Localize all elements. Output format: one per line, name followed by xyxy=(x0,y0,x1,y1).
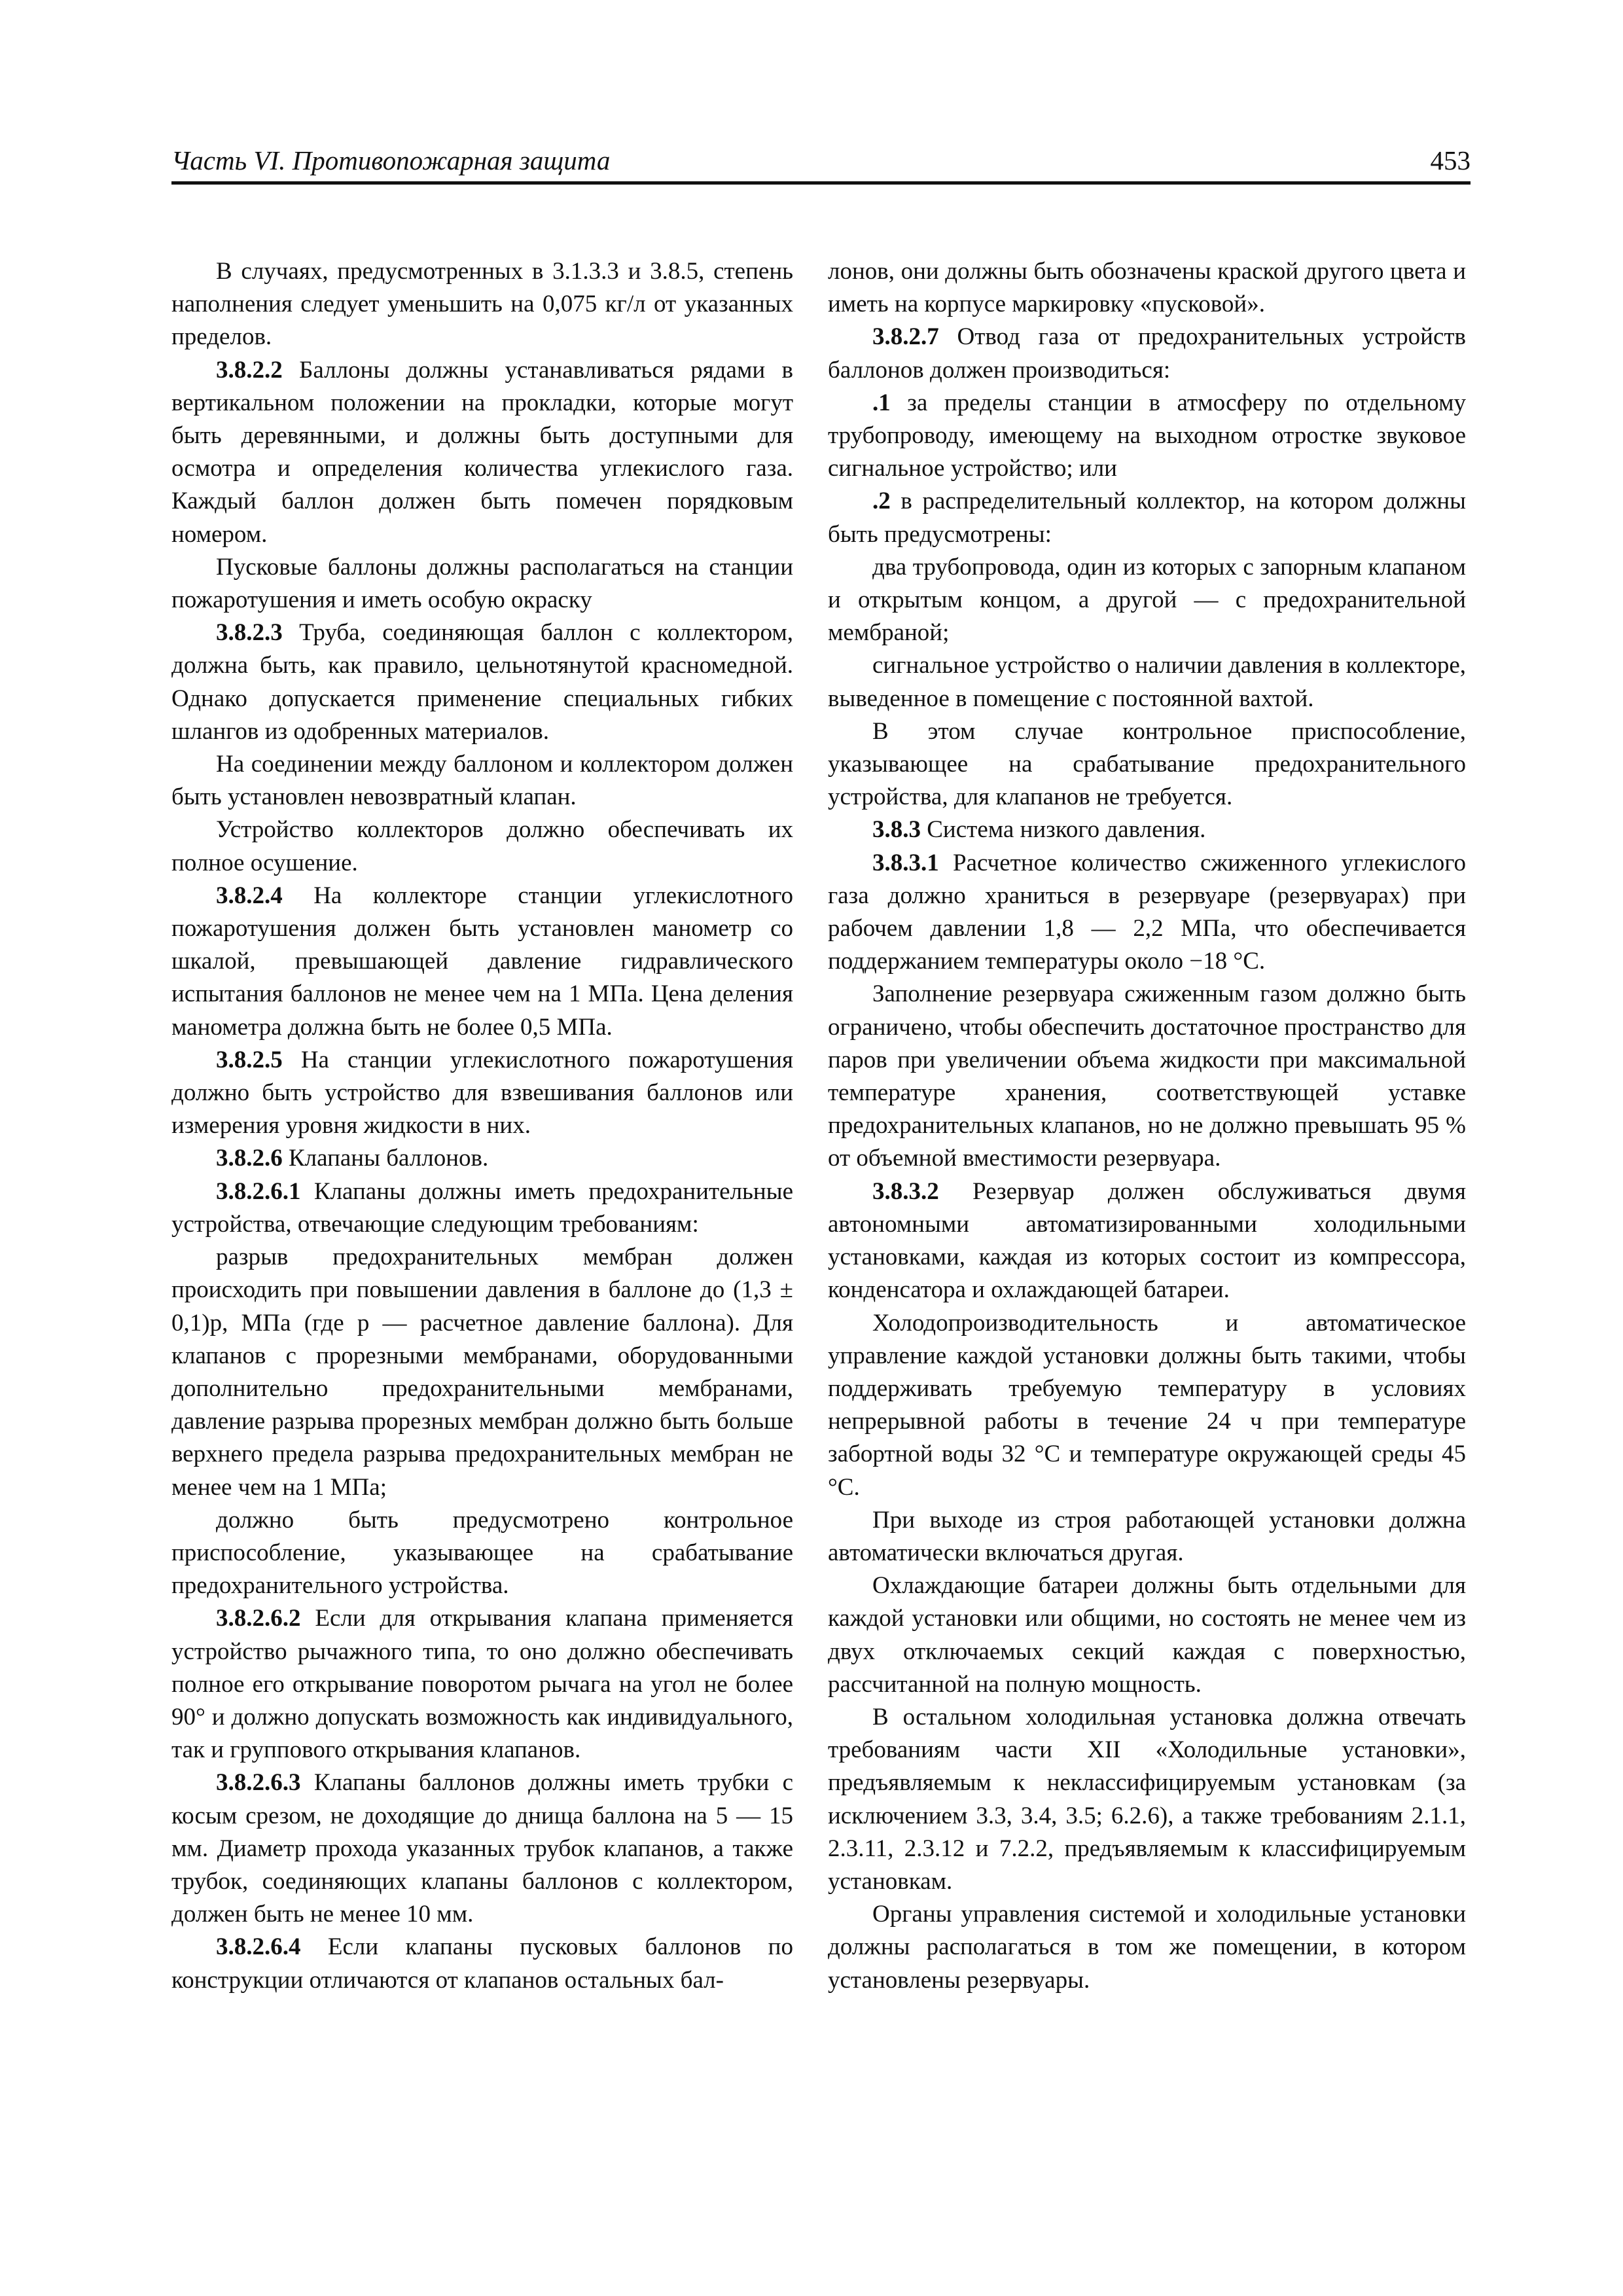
paragraph xyxy=(828,551,1466,650)
paragraph xyxy=(171,1142,793,1175)
paragraph xyxy=(171,1044,793,1143)
clause-number: 3.8.2.6.2 xyxy=(216,1605,301,1632)
clause-number: 3.8.3 xyxy=(872,816,921,844)
clause-number: 3.8.2.5 xyxy=(216,1046,283,1073)
paragraph xyxy=(828,1307,1466,1504)
paragraph xyxy=(828,255,1466,321)
paragraph-text: лонов, они должны быть обозначены краской другого цвета и иметь на корпусе маркировку «пусковой». xyxy=(828,258,1466,318)
clause-number: 3.8.2.3 xyxy=(216,619,283,647)
paragraph-text: Система низкого давления. xyxy=(921,816,1206,844)
paragraph xyxy=(171,354,793,551)
paragraph xyxy=(828,1898,1466,1997)
paragraph xyxy=(171,748,793,814)
paragraph-text: На коллекторе станции углекислотного пожаротушения должен быть установлен манометр со шкалой, превышающей давление гидравлического испытания баллонов не менее чем на 1 МПа. Цена деления манометра должна быть не более 0,5 МПа. xyxy=(171,882,793,1041)
paragraph-text: Клапаны баллонов. xyxy=(282,1145,489,1172)
paragraph xyxy=(828,321,1466,386)
clause-number: 3.8.2.6.1 xyxy=(216,1177,301,1205)
paragraph-text: Расчетное количество сжиженного углекислого газа должно храниться в резервуаре (резервуарах) при рабочем давлении 1,8 — 2,2 МПа, что обеспечивается поддержанием температуры около −18 °С. xyxy=(828,849,1466,975)
clause-number: 3.8.2.6.3 xyxy=(216,1769,301,1797)
paragraph-text: Устройство коллекторов должно обеспечивать их полное осушение. xyxy=(171,816,793,876)
paragraph xyxy=(828,1504,1466,1570)
paragraph-text: за пределы станции в атмосферу по отдельному трубопроводу, имеющему на выходном отростке звуковое сигнальное устройство; или xyxy=(828,389,1466,482)
paragraph xyxy=(828,1175,1466,1307)
paragraph xyxy=(171,880,793,1044)
paragraph xyxy=(828,485,1466,550)
clause-number: 3.8.2.6.4 xyxy=(216,1933,301,1961)
paragraph xyxy=(828,1701,1466,1898)
paragraph-text: Резервуар должен обслуживаться двумя автономными автоматизированными холодильными установками, каждая из которых состоит из компрессора, конденсатора и охлаждающей батареи. xyxy=(828,1177,1466,1304)
paragraph-text: Пусковые баллоны должны располагаться на станции пожаротушения и иметь особую окраску xyxy=(171,553,793,614)
paragraph-text: Баллоны должны устанавливаться рядами в вертикальном положении на прокладки, которые могут быть деревянными, и должны быть доступными для осмотра и определения количества углекислого газа. Каждый баллон должен быть помечен порядковым номером. xyxy=(171,356,793,548)
paragraph xyxy=(171,1931,793,1996)
paragraph xyxy=(828,847,1466,978)
right-column xyxy=(828,255,1466,1997)
paragraph-text: в распределительный коллектор, на котором должны быть предусмотрены: xyxy=(828,488,1466,548)
paragraph-text: В остальном холодильная установка должна отвечать требованиям части XII «Холодильные установки», предъявляемым к неклассифицируемым установкам (за исключением 3.3, 3.4, 3.5; 6.2.6), а также требованиям 2.1.1, 2.3.11, 2.3.12 и 7.2.2, предъявляемым к классифицируемым установкам. xyxy=(828,1703,1466,1895)
paragraph xyxy=(828,387,1466,486)
paragraph xyxy=(171,1602,793,1767)
paragraph xyxy=(171,814,793,879)
paragraph xyxy=(171,1504,793,1603)
paragraph-text: Труба, соединяющая баллон с коллектором, должна быть, как правило, цельнотянутой красномедной. Однако допускается применение специальных гибких шлангов из одобренных материалов. xyxy=(171,619,793,745)
paragraph-text: должно быть предусмотрено контрольное приспособление, указывающее на срабатывание предохранительного устройства. xyxy=(171,1506,793,1600)
paragraph xyxy=(828,978,1466,1175)
clause-number: .2 xyxy=(872,488,891,515)
paragraph xyxy=(828,1570,1466,1701)
clause-number: 3.8.2.2 xyxy=(216,356,283,384)
clause-number: 3.8.3.2 xyxy=(872,1177,939,1205)
clause-number: 3.8.2.6 xyxy=(216,1145,283,1172)
paragraph-text: В случаях, предусмотренных в 3.1.3.3 и 3.8.5, степень наполнения следует уменьшить на 0,075 кг/л от указанных пределов. xyxy=(171,258,793,351)
paragraph-text: На соединении между баллоном и коллектором должен быть установлен невозвратный клапан. xyxy=(171,751,793,811)
page-number: 453 xyxy=(1430,145,1471,175)
paragraph-text: Охлаждающие батареи должны быть отдельными для каждой установки или общими, но состоять не менее чем из двух отключаемых секций каждая с поверхностью, рассчитанной на полную мощность. xyxy=(828,1572,1466,1698)
clause-number: 3.8.2.4 xyxy=(216,882,283,909)
paragraph-text: Заполнение резервуара сжиженным газом должно быть ограничено, чтобы обеспечить достаточное пространство для паров при увеличении объема жидкости при максимальной температуре хранения, соответствующей уставке предохранительных клапанов, но не должно превышать 95 % от объемной вместимости резервуара. xyxy=(828,980,1466,1172)
paragraph-text: Холодопроизводительность и автоматическое управление каждой установки должны быть такими, чтобы поддерживать требуемую температуру в условиях непрерывной работы в течение 24 ч при температуре забортной воды 32 °С и температуре окружающей среды 45 °С. xyxy=(828,1309,1466,1501)
clause-number: .1 xyxy=(872,389,891,416)
paragraph-text: В этом случае контрольное приспособление, указывающее на срабатывание предохранительного устройства, для клапанов не требуется. xyxy=(828,717,1466,811)
paragraph xyxy=(171,551,793,617)
clause-number: 3.8.2.7 xyxy=(872,323,939,351)
paragraph xyxy=(171,255,793,354)
paragraph xyxy=(171,617,793,748)
paragraph xyxy=(828,649,1466,715)
running-header xyxy=(171,141,1471,185)
paragraph-text: При выходе из строя работающей установки должна автоматически включаться другая. xyxy=(828,1506,1466,1566)
paragraph xyxy=(171,1767,793,1931)
clause-number: 3.8.3.1 xyxy=(872,849,939,876)
paragraph-text: На станции углекислотного пожаротушения должно быть устройство для взвешивания баллонов или измерения уровня жидкости в них. xyxy=(171,1046,793,1139)
paragraph-text: Отвод газа от предохранительных устройств баллонов должен производиться: xyxy=(828,323,1466,384)
paragraph-text: разрыв предохранительных мембран должен происходить при повышении давления в баллоне до (1,3 ± 0,1)p, МПа (где p — расчетное давление баллона). Для клапанов с прорезными мембранами, оборудованными дополнительно предохранительными мембранами, давление разрыва прорезных мембран должно быть больше верхнего предела разрыва предохранительных мембран не менее чем на 1 МПа; xyxy=(171,1244,793,1501)
paragraph-text: Если для открывания клапана применяется устройство рычажного типа, то оно должно обеспечивать полное его открывание поворотом рычага на угол не более 90° и должно допускать возможность как индивидуального, так и группового открывания клапанов. xyxy=(171,1605,793,1764)
paragraph-text: сигнальное устройство о наличии давления в коллекторе, выведенное в помещение с постоянной вахтой. xyxy=(828,652,1466,712)
paragraph-text: Если клапаны пусковых баллонов по конструкции отличаются от клапанов остальных бал- xyxy=(171,1933,793,1994)
left-column xyxy=(171,255,793,1997)
paragraph-text: два трубопровода, один из которых с запорным клапаном и открытым концом, а другой — с предохранительной мембраной; xyxy=(828,553,1466,647)
paragraph-text: Органы управления системой и холодильные установки должны располагаться в том же помещении, в котором установлены резервуары. xyxy=(828,1901,1466,1994)
paragraph xyxy=(171,1241,793,1504)
paragraph xyxy=(828,814,1466,846)
paragraph xyxy=(171,1175,793,1241)
part-title: Часть VI. Противопожарная защита xyxy=(171,145,611,175)
paragraph-text: Клапаны должны иметь предохранительные устройства, отвечающие следующим требованиям: xyxy=(171,1177,793,1238)
paragraph-text: Клапаны баллонов должны иметь трубки с косым срезом, не доходящие до днища баллона на 5 — 15 мм. Диаметр прохода указанных трубок клапанов, а также трубок, соединяющих клапаны баллонов с коллектором, должен быть не менее 10 мм. xyxy=(171,1769,793,1928)
paragraph xyxy=(828,715,1466,814)
